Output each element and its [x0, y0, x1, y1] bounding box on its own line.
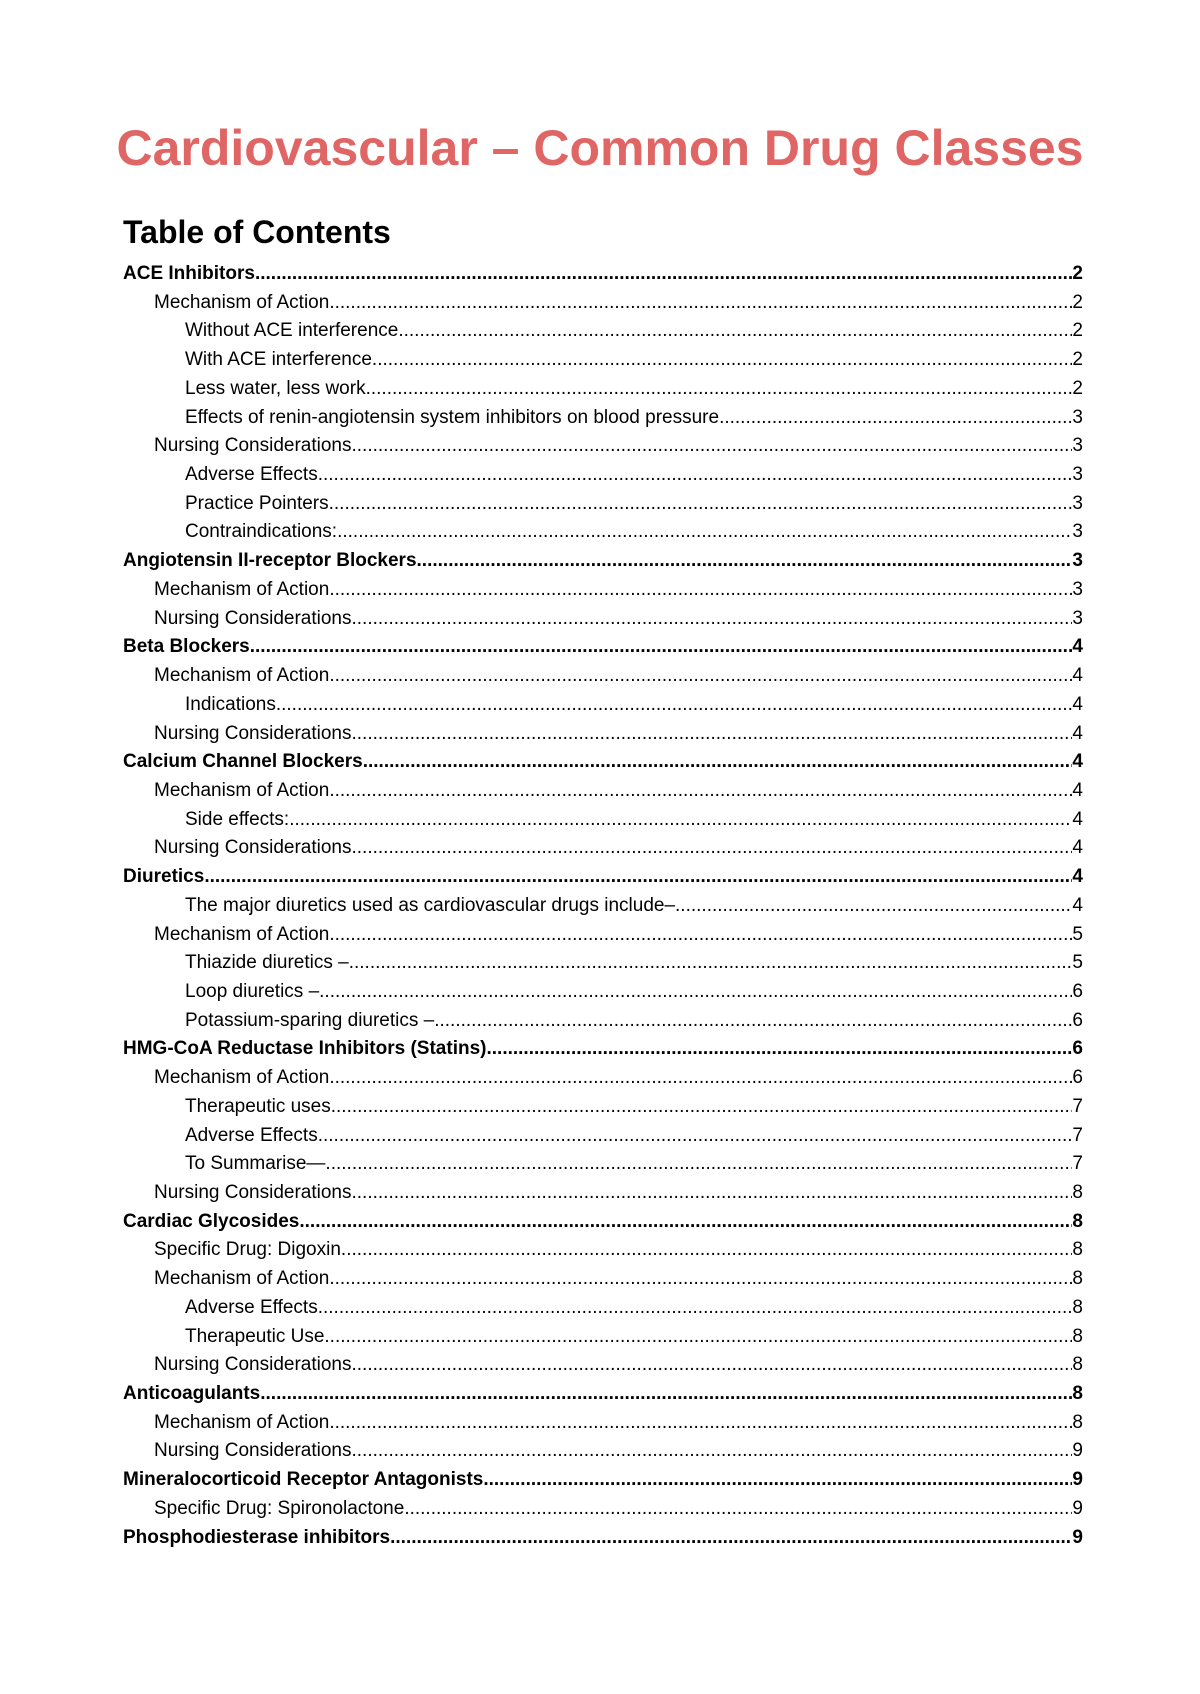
toc-page-number: 4 [1072, 894, 1083, 916]
toc-entry[interactable] [123, 662, 1083, 691]
toc-entry-label: Nursing Considerations [154, 722, 352, 744]
document-title: Cardiovascular – Common Drug Classes [116, 120, 1084, 176]
toc-dot-leader [398, 317, 1072, 346]
toc-entry-label: With ACE interference [185, 349, 372, 371]
toc-dot-leader [363, 748, 1073, 777]
toc-page-number: 4 [1072, 665, 1083, 687]
toc-entry-label: Nursing Considerations [154, 435, 352, 457]
toc-entry-label: Mechanism of Action [154, 779, 330, 801]
toc-entry-label: Mechanism of Action [154, 291, 330, 313]
toc-page-number: 7 [1072, 1153, 1083, 1175]
toc-page-number: 8 [1072, 1411, 1083, 1433]
toc-entry[interactable] [123, 1351, 1083, 1380]
toc-entry[interactable] [123, 346, 1083, 375]
toc-entry-label: Mechanism of Action [154, 1268, 330, 1290]
toc-page-number: 3 [1072, 521, 1083, 543]
toc-dot-leader [352, 1179, 1073, 1208]
toc-dot-leader [329, 662, 1072, 691]
toc-entry[interactable] [123, 1466, 1083, 1495]
toc-entry-label: Adverse Effects [185, 1124, 318, 1146]
toc-entry-label: Mechanism of Action [154, 1067, 330, 1089]
toc-entry-label: Potassium-sparing diuretics – [185, 1009, 435, 1031]
toc-dot-leader [352, 605, 1073, 634]
toc-entry[interactable] [123, 691, 1083, 720]
toc-entry-label: Contraindications: [185, 521, 338, 543]
toc-dot-leader [352, 834, 1073, 863]
toc-dot-leader [417, 547, 1073, 576]
toc-page-number: 2 [1072, 320, 1083, 342]
toc-page-number: 3 [1072, 550, 1083, 572]
toc-dot-leader [299, 1208, 1072, 1237]
toc-dot-leader [329, 490, 1073, 519]
toc-page-number: 4 [1072, 808, 1083, 830]
toc-dot-leader [352, 1437, 1073, 1466]
toc-entry-label: ACE Inhibitors [123, 263, 255, 284]
toc-entry[interactable] [123, 1122, 1083, 1151]
toc-entry[interactable] [123, 518, 1083, 547]
toc-dot-leader [329, 921, 1072, 950]
toc-entry[interactable] [123, 289, 1083, 318]
toc-entry[interactable] [123, 432, 1083, 461]
toc-page-number: 4 [1072, 693, 1083, 715]
toc-entry-label: Specific Drug: Spironolactone [154, 1497, 405, 1519]
toc-page-number: 3 [1072, 406, 1083, 428]
toc-page-number: 5 [1072, 923, 1083, 945]
toc-dot-leader [319, 978, 1072, 1007]
toc-page-number: 7 [1072, 1124, 1083, 1146]
toc-entry[interactable] [123, 1437, 1083, 1466]
toc-page-number: 3 [1072, 492, 1083, 514]
toc-entry-label: Anticoagulants [123, 1383, 261, 1405]
toc-dot-leader [329, 1409, 1072, 1438]
toc-dot-leader [318, 1294, 1073, 1323]
toc-dot-leader [349, 949, 1073, 978]
toc-page-number: 4 [1072, 866, 1083, 888]
toc-page-number: 4 [1072, 751, 1083, 773]
toc-dot-leader [318, 1122, 1073, 1151]
toc-entry-label: Adverse Effects [185, 464, 318, 486]
toc-entry-label: Cardiac Glycosides [123, 1210, 300, 1232]
toc-dot-leader [675, 892, 1072, 921]
toc-entry[interactable] [123, 949, 1083, 978]
toc-entry[interactable] [123, 1179, 1083, 1208]
toc-page-number: 4 [1072, 779, 1083, 801]
toc-dot-leader [719, 404, 1072, 433]
toc-entry[interactable] [123, 1495, 1083, 1524]
toc-entry[interactable] [123, 892, 1083, 921]
toc-entry[interactable] [123, 834, 1083, 863]
toc-entry-label: Less water, less work [185, 377, 366, 399]
toc-entry[interactable] [123, 1409, 1083, 1438]
toc-entry-label: Mechanism of Action [154, 1411, 330, 1433]
toc-dot-leader [329, 289, 1072, 318]
table-of-contents [123, 260, 1083, 1552]
toc-entry-label: Angiotensin II-receptor Blockers [123, 550, 417, 572]
toc-entry-label: To Summarise— [185, 1153, 326, 1175]
toc-page-number: 5 [1072, 952, 1083, 974]
toc-dot-leader [341, 1236, 1073, 1265]
toc-dot-leader [325, 1150, 1072, 1179]
toc-entry-label: Mechanism of Action [154, 665, 330, 687]
toc-entry[interactable] [123, 978, 1083, 1007]
toc-dot-leader [324, 1323, 1072, 1352]
toc-entry[interactable] [123, 1380, 1083, 1409]
toc-entry-label: Thiazide diuretics – [185, 952, 349, 974]
toc-entry[interactable] [123, 921, 1083, 950]
toc-entry[interactable] [123, 1007, 1083, 1036]
toc-entry[interactable] [123, 461, 1083, 490]
toc-dot-leader [366, 375, 1073, 404]
toc-entry-label: Loop diuretics – [185, 980, 320, 1002]
toc-page-number: 2 [1072, 377, 1083, 399]
toc-page-number: 8 [1072, 1268, 1083, 1290]
toc-page-number: 8 [1072, 1296, 1083, 1318]
toc-entry-label: Nursing Considerations [154, 1440, 352, 1462]
toc-entry[interactable] [123, 605, 1083, 634]
toc-page-number: 7 [1072, 1095, 1083, 1117]
toc-dot-leader [329, 1064, 1072, 1093]
toc-entry[interactable] [123, 1265, 1083, 1294]
toc-dot-leader [352, 432, 1073, 461]
toc-dot-leader [372, 346, 1073, 375]
toc-dot-leader [486, 1035, 1072, 1064]
toc-dot-leader [276, 691, 1073, 720]
toc-entry[interactable] [123, 375, 1083, 404]
toc-entry-label: Phosphodiesterase inhibitors [123, 1526, 391, 1548]
toc-entry-label: Beta Blockers [123, 636, 250, 658]
toc-dot-leader [329, 777, 1072, 806]
toc-dot-leader [250, 633, 1073, 662]
toc-dot-leader [204, 863, 1072, 892]
toc-entry[interactable] [123, 1064, 1083, 1093]
toc-entry[interactable] [123, 404, 1083, 433]
toc-entry-label: Specific Drug: Digoxin [154, 1239, 341, 1261]
toc-page-number: 6 [1072, 1009, 1083, 1031]
toc-page-number: 3 [1072, 464, 1083, 486]
toc-page-number: 6 [1072, 1067, 1083, 1089]
toc-dot-leader [255, 260, 1072, 289]
toc-entry-label: Nursing Considerations [154, 607, 352, 629]
toc-page-number: 6 [1072, 980, 1083, 1002]
toc-entry[interactable] [123, 317, 1083, 346]
toc-page-number: 8 [1072, 1182, 1083, 1203]
toc-page-number: 8 [1072, 1383, 1083, 1405]
toc-entry[interactable] [123, 1208, 1083, 1237]
toc-dot-leader [352, 720, 1073, 749]
toc-page-number: 2 [1072, 349, 1083, 371]
toc-entry[interactable] [123, 1294, 1083, 1323]
toc-entry-label: Without ACE interference [185, 320, 399, 342]
toc-entry-label: HMG-CoA Reductase Inhibitors (Statins) [123, 1038, 487, 1060]
toc-entry-label: Therapeutic uses [185, 1095, 331, 1117]
toc-page-number: 4 [1072, 722, 1083, 744]
toc-entry[interactable] [123, 260, 1083, 289]
toc-entry[interactable] [123, 720, 1083, 749]
toc-entry[interactable] [123, 576, 1083, 605]
toc-dot-leader [352, 1351, 1073, 1380]
toc-entry[interactable] [123, 633, 1083, 662]
toc-dot-leader [329, 576, 1072, 605]
toc-entry[interactable] [123, 1150, 1083, 1179]
toc-dot-leader [404, 1495, 1072, 1524]
toc-dot-leader [329, 1265, 1072, 1294]
toc-dot-leader [289, 806, 1072, 835]
toc-entry-label: Indications [185, 693, 276, 715]
toc-entry-label: Mineralocorticoid Receptor Antagonists [123, 1469, 484, 1491]
toc-entry[interactable] [123, 806, 1083, 835]
toc-page-number: 9 [1072, 1469, 1083, 1491]
toc-page-number: 3 [1072, 578, 1083, 600]
toc-dot-leader [483, 1466, 1072, 1495]
toc-page-number: 4 [1072, 636, 1083, 658]
toc-dot-leader [337, 518, 1072, 547]
toc-dot-leader [331, 1093, 1073, 1122]
toc-entry-label: Nursing Considerations [154, 1354, 352, 1376]
toc-entry-label: Diuretics [123, 866, 205, 888]
toc-page-number: 8 [1072, 1354, 1083, 1376]
toc-entry[interactable] [123, 1524, 1083, 1553]
toc-entry-label: Mechanism of Action [154, 578, 330, 600]
toc-page-number: 8 [1072, 1210, 1083, 1232]
toc-page-number: 2 [1072, 263, 1083, 284]
toc-entry-label: Adverse Effects [185, 1296, 318, 1318]
toc-entry-label: Practice Pointers [185, 492, 329, 514]
toc-page-number: 3 [1072, 607, 1083, 629]
toc-page-number: 8 [1072, 1325, 1083, 1347]
toc-page-number: 4 [1072, 837, 1083, 859]
toc-entry-label: Effects of renin-angiotensin system inhibitors on blood pressure [185, 406, 720, 428]
toc-dot-leader [390, 1524, 1072, 1553]
toc-dot-leader [434, 1007, 1072, 1036]
toc-page-number: 9 [1072, 1497, 1083, 1519]
toc-entry-label: Calcium Channel Blockers [123, 751, 363, 773]
toc-dot-leader [318, 461, 1073, 490]
toc-entry-label: Nursing Considerations [154, 1182, 352, 1203]
toc-entry[interactable] [123, 748, 1083, 777]
toc-page-number: 2 [1072, 291, 1083, 313]
toc-dot-leader [260, 1380, 1072, 1409]
toc-entry-label: The major diuretics used as cardiovascular drugs include– [185, 894, 676, 916]
toc-page-number: 9 [1072, 1440, 1083, 1462]
toc-entry[interactable] [123, 1035, 1083, 1064]
toc-page-number: 3 [1072, 435, 1083, 457]
toc-entry[interactable] [123, 490, 1083, 519]
toc-entry[interactable] [123, 863, 1083, 892]
toc-entry[interactable] [123, 1323, 1083, 1352]
toc-page-number: 8 [1072, 1239, 1083, 1261]
toc-entry-label: Therapeutic Use [185, 1325, 325, 1347]
toc-page-number: 6 [1072, 1038, 1083, 1060]
toc-entry-label: Mechanism of Action [154, 923, 330, 945]
toc-entry[interactable] [123, 777, 1083, 806]
toc-entry[interactable] [123, 547, 1083, 576]
toc-heading: Table of Contents [123, 214, 391, 250]
toc-entry-label: Nursing Considerations [154, 837, 352, 859]
toc-entry-label: Side effects: [185, 808, 290, 830]
toc-entry[interactable] [123, 1093, 1083, 1122]
toc-entry[interactable] [123, 1236, 1083, 1265]
toc-page-number: 9 [1072, 1526, 1083, 1548]
